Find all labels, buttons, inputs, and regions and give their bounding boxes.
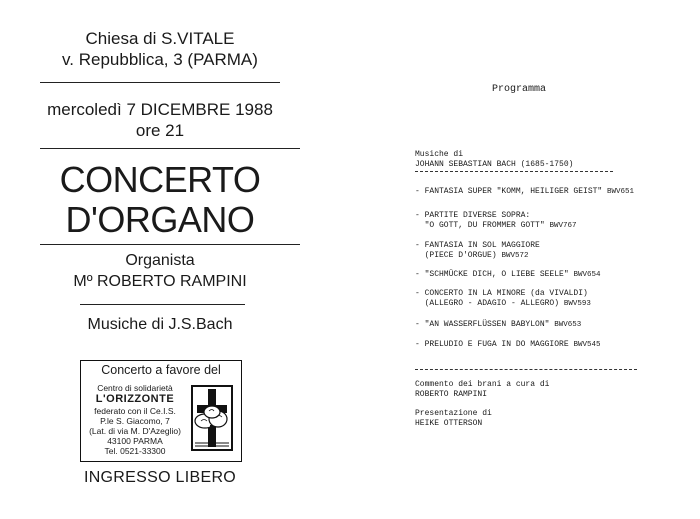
program-item [415,187,634,197]
item-catalog: BWV653 [554,321,582,329]
divider [40,82,280,83]
program-item [415,270,600,280]
item-title: - "SCHMÜCKE DICH, O LIEBE SEELE" [415,270,569,279]
musiche-label: Musiche di [415,150,464,159]
program-item [415,320,581,330]
music-line: Musiche di J.S.Bach [87,316,233,333]
item-subtitle: "O GOTT, DU FROMMER GOTT" [415,221,545,230]
title-line-2: D'ORGANO [65,199,255,240]
comment-label: Commento dei brani a cura di [415,380,550,389]
benefit-line-2: federato con il Ce.I.S. [94,406,176,416]
item-title: - FANTASIA SUPER "KOMM, HEILIGER GEIST" [415,187,603,196]
item-title: - FANTASIA IN SOL MAGGIORE [415,241,540,250]
item-catalog: BWV593 [563,300,591,308]
presentation-credit [415,409,492,429]
benefit-title: Concerto a favore del [101,363,221,377]
benefit-line-5: 43100 PARMA [107,436,163,446]
program-item [415,241,540,261]
divider [40,148,300,149]
benefit-org-name: L'ORIZZONTE [95,393,175,405]
time-line: ore 21 [135,121,185,140]
present-name: HEIKE OTTERSON [415,419,483,428]
item-catalog: BWV651 [607,188,635,196]
divider [415,369,637,370]
item-catalog: BWV572 [501,252,529,260]
item-title: - PARTITE DIVERSE SOPRA: [415,211,531,220]
item-title: - PRELUDIO E FUGA IN DO MAGGIORE [415,340,569,349]
program-item [415,289,591,309]
item-title: - "AN WASSERFLÜSSEN BABYLON" [415,320,550,329]
church-address [40,28,280,70]
entry-notice: INGRESSO LIBERO [83,469,237,486]
organist-name: Mº ROBERTO RAMPINI [73,273,247,290]
item-subtitle: (PIECE D'ORGUE) [415,251,497,260]
program-item [415,211,576,231]
divider [40,244,300,245]
concert-title [40,160,280,240]
date-line: mercoledì 7 DICEMBRE 1988 [47,100,273,119]
program-heading: Programma [492,84,547,95]
benefit-line-4: (Lat. di via M. D'Azeglio) [89,426,181,436]
title-line-1: CONCERTO [59,159,261,200]
item-title: - CONCERTO IN LA MINORE (da VIVALDI) [415,289,588,298]
benefit-line-1: Centro di solidarietà [97,383,173,393]
church-name: Chiesa di S.VITALE [85,29,235,48]
divider [80,304,245,305]
benefit-line-3: P.le S. Giacomo, 7 [100,416,170,426]
benefit-address [85,383,185,456]
benefit-box [80,360,242,462]
composer-block [415,150,573,170]
item-subtitle: (ALLEGRO - ADAGIO - ALLEGRO) [415,299,560,308]
tree-on-cross-logo-icon [191,385,233,451]
item-catalog: BWV545 [573,341,601,349]
benefit-line-6: Tel. 0521-33300 [104,446,166,456]
church-street: v. Repubblica, 3 (PARMA) [62,50,258,69]
divider [415,171,613,172]
program-item [415,340,600,350]
organist-block [40,250,280,292]
item-catalog: BWV654 [573,271,601,279]
present-label: Presentazione di [415,409,492,418]
event-date [40,99,280,141]
item-catalog: BWV767 [549,222,577,230]
commentary-credit [415,380,549,400]
composer-name: JOHANN SEBASTIAN BACH (1685-1750) [415,160,574,169]
organist-label: Organista [125,252,195,269]
comment-name: ROBERTO RAMPINI [415,390,488,399]
